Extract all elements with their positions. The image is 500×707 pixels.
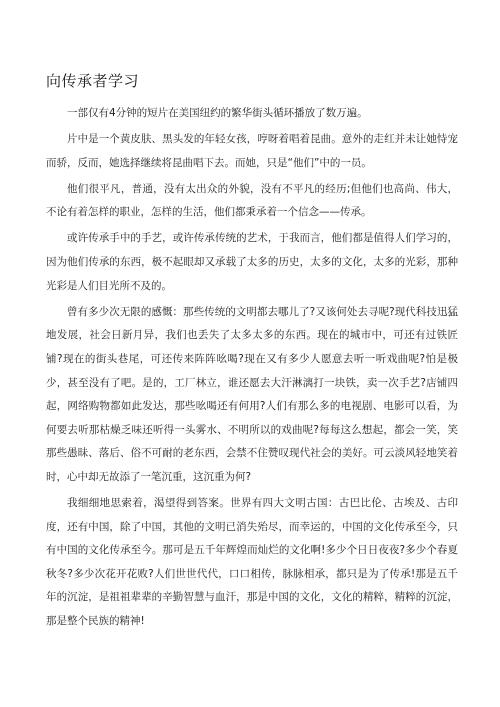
paragraph: 或许传承手中的手艺，或许传承传统的艺术，于我而言，他们都是值得人们学习的，因为他们传承的东西，极不起眼却又承载了太多的历史，太多的文化，太多的光彩，那种光彩是人们目光所不及的。	[46, 232, 458, 292]
article-body	[46, 102, 458, 636]
paragraph: 曾有多少次无限的感慨：那些传统的文明都去哪儿了?又该何处去寻呢?现代科技迅猛地发展，社会日新月异，我们也丢失了太多太多的东西。现在的城市中，可还有过铁匠铺?现在的街头巷尾，可还传来阵阵吆喝?现在又有多少人愿意去听一听戏曲呢?怕是极少，甚至没有了吧。是的，工厂林立，谁还愿去大汗淋漓打一块铁，卖一次手艺?店铺四起，网络购物都如此发达，那些吆喝还有何用?人们有那么多的电视剧、电影可以看，为何要去听那枯燥乏味还听得一头雾水、不明所以的戏曲呢?每每这么想起，都会一笑，笑那些愚昧、落后、俗不可耐的老东西，会禁不住赞叹现代社会的美好。可云淡风轻地笑着时，心中却无故添了一笔沉重，这沉重为何?	[46, 305, 458, 483]
paragraph: 他们很平凡，普通，没有太出众的外貌，没有不平凡的经历;但他们也高尚、伟大，不论有着怎样的职业，怎样的生活，他们都秉承着一个信念——传承。	[46, 182, 458, 219]
paragraph: 我细细地思索着，渴望得到答案。世界有四大文明古国：古巴比伦、古埃及、古印度，还有中国，除了中国，其他的文明已消失殆尽，而幸运的，中国的文化传承至今，只有中国的文化传承至今。那可是五千年辉煌而灿烂的文化啊!多少个日日夜夜?多少个春夏秋冬?多少次花开花败?人们世世代代，口口相传，脉脉相承，都只是为了传承!那是五千年的沉淀，是祖祖辈辈的辛勤智慧与血汗，那是中国的文化，文化的精粹，精粹的沉淀，那是整个民族的精神!	[46, 497, 458, 627]
page-title: 向传承者学习	[46, 72, 140, 90]
paragraph: 片中是一个黄皮肤、黑头发的年轻女孩，哼呀着唱着昆曲。意外的走红并未让她恃宠而骄，反而，她选择继续将昆曲唱下去。而她，只是“他们”中的一员。	[46, 133, 458, 169]
paragraph: 一部仅有4分钟的短片在美国纽约的繁华街头循环播放了数万遍。	[67, 107, 368, 119]
